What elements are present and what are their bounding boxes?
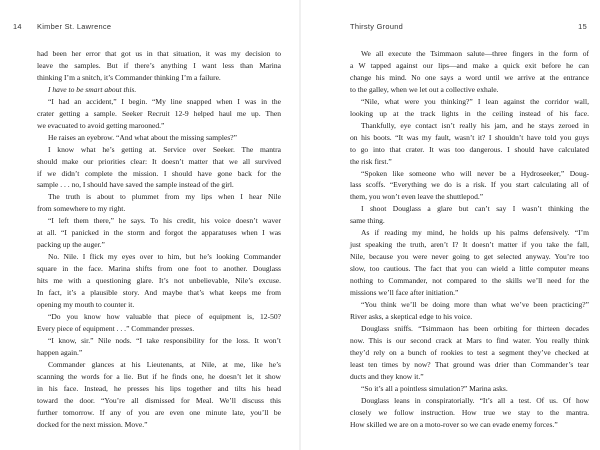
text-line: just speaking the truth, aren’t I? It doesn’t matter if you take the fall, [350,240,589,250]
text-line: “I know, sir.” Nile nods. “I take responsibility for the loss. It won’t [48,335,281,345]
text-line: opening my mouth to counter it. [37,300,135,310]
text-line: them, you won’t even leave the shuttlepod.” [350,192,484,202]
running-head: Thirsty Ground [350,22,404,31]
text-line: looking up at the track lights in the ceiling instead of his face. [350,108,589,118]
text-line: leave the samples. But if there’s anything I want less than Marina [37,60,281,70]
page-body [37,48,281,431]
text-line: I shoot Douglass a glare but can’t say I wasn’t thinking the [361,204,589,214]
text-line: to go into that crater. It was too dangerous. I should have calculated [350,144,589,154]
text-line: toward the door. “You’re all dismissed for Meal. We’ll discuss this [37,395,281,405]
page-body [350,48,589,431]
text-line: crater getting a sample. Seeker Recruit 12-9 helped haul me up. Then [37,108,281,118]
text-line: least ten times by now? That ground was drier than Commander’s tear [350,359,589,369]
text-line: “Nile, what were you thinking?” I lean against the corridor wall, [361,96,589,106]
text-line: Douglass sniffs. “Tsimmaon has been orbiting for thirteen decades [361,323,589,333]
text-line: sample . . . no, I should have saved the sample instead of the girl. [37,180,234,190]
text-line: I know what he’s getting at. Service over Seeker. The mantra [48,144,281,154]
text-line: “I had an accident,” I begin. “My line snapped when I was in the [48,96,281,106]
text-line: now. This is our second crack at Mars to find water. You really think [350,335,589,345]
page-number: 14 [13,22,22,31]
text-line: He raises an eyebrow. “And what about the missing samples?” [48,132,237,142]
text-line: slow, too cautious. The fact that you can wield a little computer means [350,264,589,274]
text-line: in his face. Instead, he presses his lips together and tilts his head [37,383,281,393]
text-line: “Do you know how valuable that piece of equipment is, 12-50? [48,311,281,321]
text-line: “Spoken like someone who will never be a Hydroseeker,” Doug- [361,168,589,178]
text-line: docked for the next mission. Move.” [37,419,148,429]
text-line: I have to be smart about this. [48,84,137,94]
text-line: nothing to Commander, not compared to the skills we’ll need for the [350,276,589,286]
text-line: we evacuated to avoid getting marooned.” [37,120,165,130]
text-line: same thing. [350,216,385,226]
text-line: packing up the auger.” [37,240,105,250]
text-line: The truth is about to plummet from my lips when I hear Nile [48,192,281,202]
text-line: No. Nile. I flick my eyes over to him, but he’s looking Commander [48,252,281,262]
text-line: In fact, it’s a plausible story. And maybe that’s what keeps me from [37,288,281,298]
text-line: the risk first.” [350,156,392,166]
text-line: on his boots. “It was my fault, wasn’t it? I shouldn’t have told you guys [350,132,589,142]
text-line: hits me with a questioning glare. It’s not unbelievable, Nile’s excuse. [37,276,281,286]
text-line: scanning the words for a lie. But if he finds one, he doesn’t let it show [37,371,281,381]
text-line: further tomorrow. If any of you are even one minute late, you’ll be [37,407,281,417]
text-line: “So it’s all a pointless simulation?” Marina asks. [361,383,508,393]
text-line: thinking I’m a snitch, it’s Commander thinking I’m a failure. [37,72,221,82]
text-line: to the galley, when we let out a collective exhale. [350,84,499,94]
text-line: closely we follow instruction. How true we stay to the mantra. [350,407,589,417]
text-line: if we didn’t complete the mission. I should have gone back for the [37,168,281,178]
text-line: from somewhere to my right. [37,204,126,214]
text-line: square in the face. Marina shifts from one foot to another. Douglass [37,264,281,274]
text-line: ducts and they know it.” [350,371,424,381]
text-line: lass scoffs. “Everything we do is a risk. If you start calculating all of [350,180,589,190]
text-line: Every piece of equipment . . .” Commander presses. [37,323,195,333]
text-line: a W tapped against our lips—and make a quick exit before he can [350,60,589,70]
text-line: had been her error that got us in that situation, it was my decision to [37,49,281,58]
text-line: Nile, because you were never going to get selected anyway. You’re too [350,252,589,262]
text-line: As if reading my mind, he holds up his palms defensively. “I’m [361,228,589,238]
text-line: should make our priorities clear: It doesn’t matter that we all survived [37,156,281,166]
text-line: How skilled we are on a moto-rover so we can evade enemy forces.” [350,419,558,429]
text-line: Douglass leans in conspiratorially. “It’s all a test. Of us. Of how [361,395,589,405]
text-line: Thankfully, eye contact isn’t really his jam, and he stays zeroed in [361,120,589,130]
running-head: Kimber St. Lawrence [37,22,112,31]
text-line: they’d rely on a bunch of rookies to test a segment they’ve checked at [350,347,589,357]
text-line: at all. “I panicked in the storm and forgot the apparatuses when I was [37,228,281,238]
page-number: 15 [578,22,587,31]
text-line: River asks, a skeptical edge to his voice. [350,311,473,321]
text-line: missions we’ll face after initiation.” [350,288,459,298]
text-line: “I left them there,” he says. To his credit, his voice doesn’t waver [48,216,281,226]
text-line: change his mind. No one says a word until we arrive at the entrance [350,72,589,82]
text-line: Commander glances at his Lieutenants, at Nile, at me, like he’s [48,359,281,369]
right-page [300,0,600,450]
text-line: “You think we’ll be doing more than what we’ve been practicing?” [361,300,589,310]
text-line: happen again.” [37,347,83,357]
text-line: We all execute the Tsimmaon salute—three fingers in the form of [361,49,589,58]
